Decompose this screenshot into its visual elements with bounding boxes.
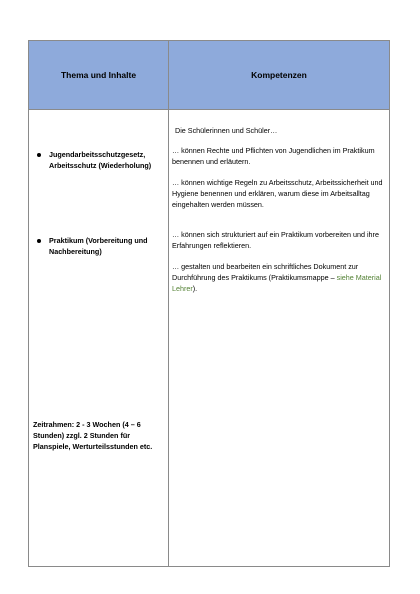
topic-item [37, 235, 163, 257]
topic-item [37, 149, 163, 171]
bullet-icon [37, 239, 41, 243]
table-header [29, 41, 389, 110]
competence-text: … gestalten und bearbeiten ein schriftliches Dokument zur Durchführung des Praktikums (Praktikumsmappe – [172, 262, 359, 282]
bullet-icon [37, 153, 41, 157]
competence-item: … können Rechte und Pflichten von Jugendlichen im Praktikum benennen und erläutern. [172, 146, 375, 166]
header-competences: Kompetenzen [251, 70, 307, 80]
column-divider [168, 41, 169, 566]
competence-item [172, 261, 384, 294]
competence-item: … können wichtige Regeln zu Arbeitsschutz, Arbeitssicherheit und Hygiene benennen und erklären, warum diese im Arbeitsalltag eingehalten werden müssen. [172, 178, 383, 209]
competence-item: … können sich strukturiert auf ein Praktikum vorbereiten und ihre Erfahrungen reflektieren. [172, 230, 379, 250]
competence-end: ). [192, 284, 198, 293]
material-link[interactable]: siehe Material Lehrer [172, 273, 382, 293]
competence-table [28, 40, 390, 567]
timeframe-text: Zeitrahmen: 2 - 3 Wochen (4 – 6 Stunden) zzgl. 2 Stunden für Planspiele, Werturteilsstunden etc. [33, 420, 153, 451]
header-topics: Thema und Inhalte [60, 70, 137, 80]
topic-label: Praktikum (Vorbereitung und Nachbereitung) [49, 236, 148, 256]
topic-label: Jugendarbeitsschutzgesetz, Arbeitsschutz (Wiederholung) [49, 150, 152, 170]
competence-intro: Die Schülerinnen und Schüler… [175, 126, 278, 135]
